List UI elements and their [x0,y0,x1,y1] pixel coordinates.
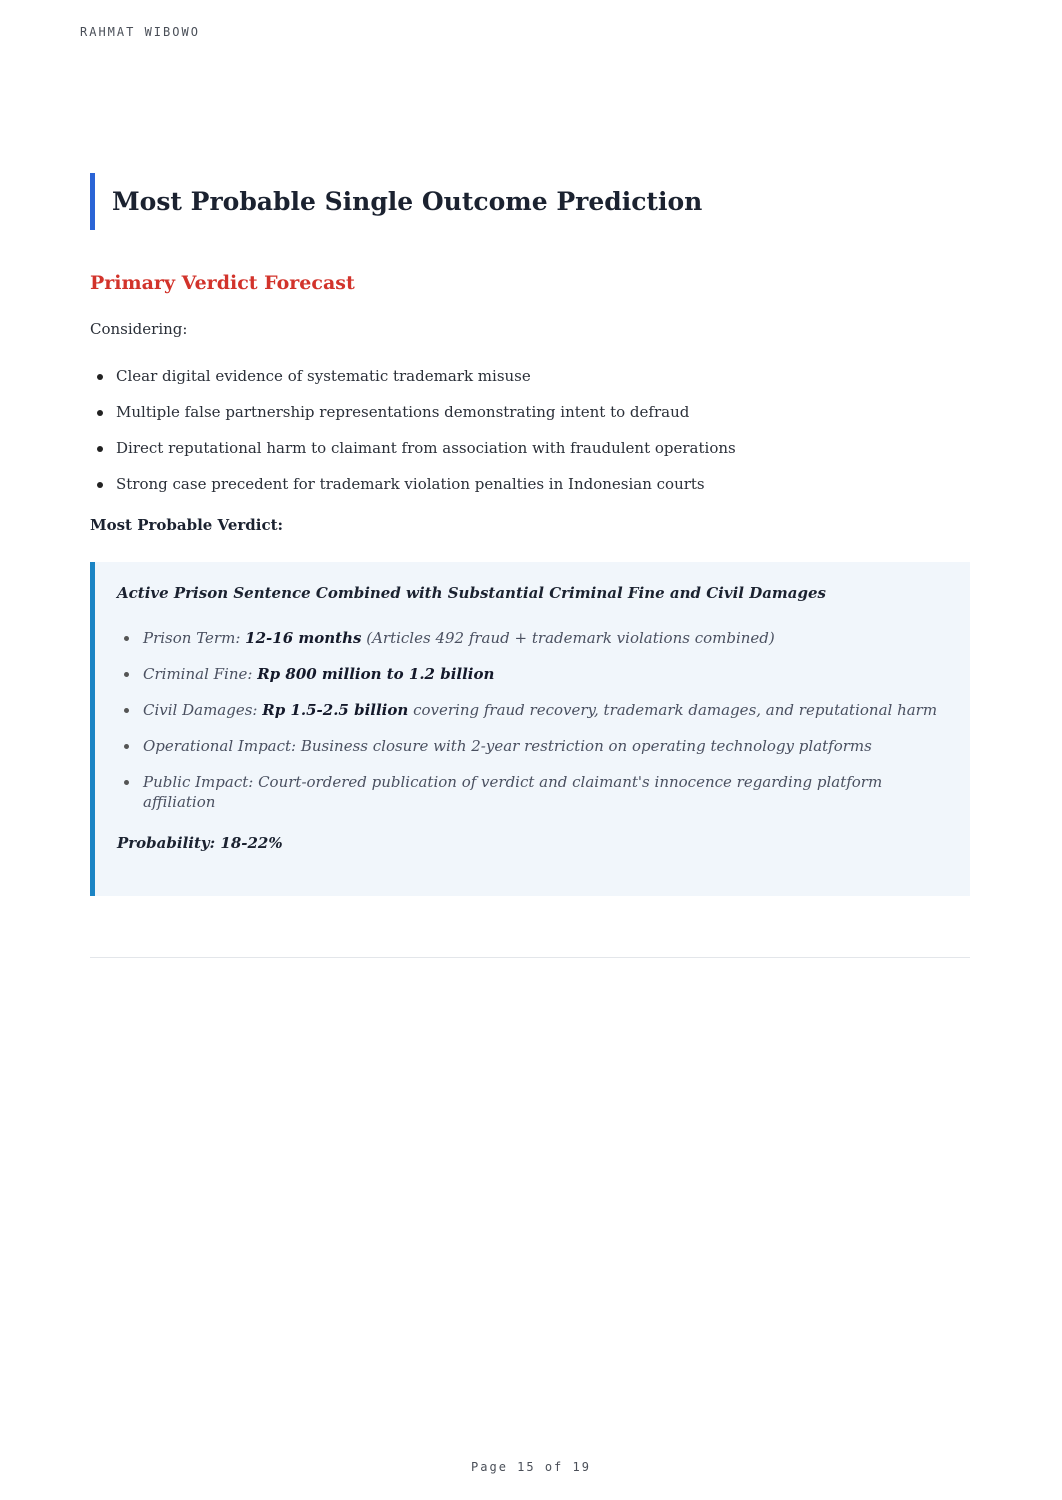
list-item [143,664,944,684]
verdict-details-list [117,628,944,812]
item-label: Public Impact: [143,773,254,791]
list-item: Clear digital evidence of systematic trademark misuse [116,366,970,386]
verdict-callout [90,562,970,896]
item-detail: covering fraud recovery, trademark damages, and reputational harm [413,701,938,719]
list-item [143,628,944,648]
section-heading-block [90,173,970,230]
item-value: Rp 800 million to 1.2 billion [257,665,495,683]
running-header-author: RAHMAT WIBOWO [80,25,200,39]
item-detail: (Articles 492 fraud + trademark violations combined) [366,629,775,647]
list-item [143,772,944,812]
item-value: 12-16 months [245,629,362,647]
callout-title: Active Prison Sentence Combined with Substantial Criminal Fine and Civil Damages [117,584,826,602]
intro-text: Considering: [90,320,188,338]
item-label: Operational Impact: [143,737,297,755]
list-item [143,736,944,756]
item-label: Criminal Fine: [143,665,253,683]
considerations-list [90,366,970,494]
section-title: Most Probable Single Outcome Prediction [112,187,703,216]
verdict-label: Most Probable Verdict: [90,516,284,534]
item-detail: Business closure with 2-year restriction on operating technology platforms [300,737,872,755]
item-label: Prison Term: [143,629,241,647]
page-number: Page 15 of 19 [471,1460,591,1474]
item-label: Civil Damages: [143,701,258,719]
item-detail: Court-ordered publication of verdict and claimant's innocence regarding platform affiliation [143,773,883,811]
list-item: Multiple false partnership representations demonstrating intent to defraud [116,402,970,422]
list-item [143,700,944,720]
list-item: Strong case precedent for trademark violation penalties in Indonesian courts [116,474,970,494]
item-value: Rp 1.5-2.5 billion [262,701,409,719]
section-divider [90,957,970,958]
list-item: Direct reputational harm to claimant from association with fraudulent operations [116,438,970,458]
probability-text: Probability: 18-22% [117,834,283,852]
outcome-section [90,173,970,896]
section-subtitle: Primary Verdict Forecast [90,272,355,294]
